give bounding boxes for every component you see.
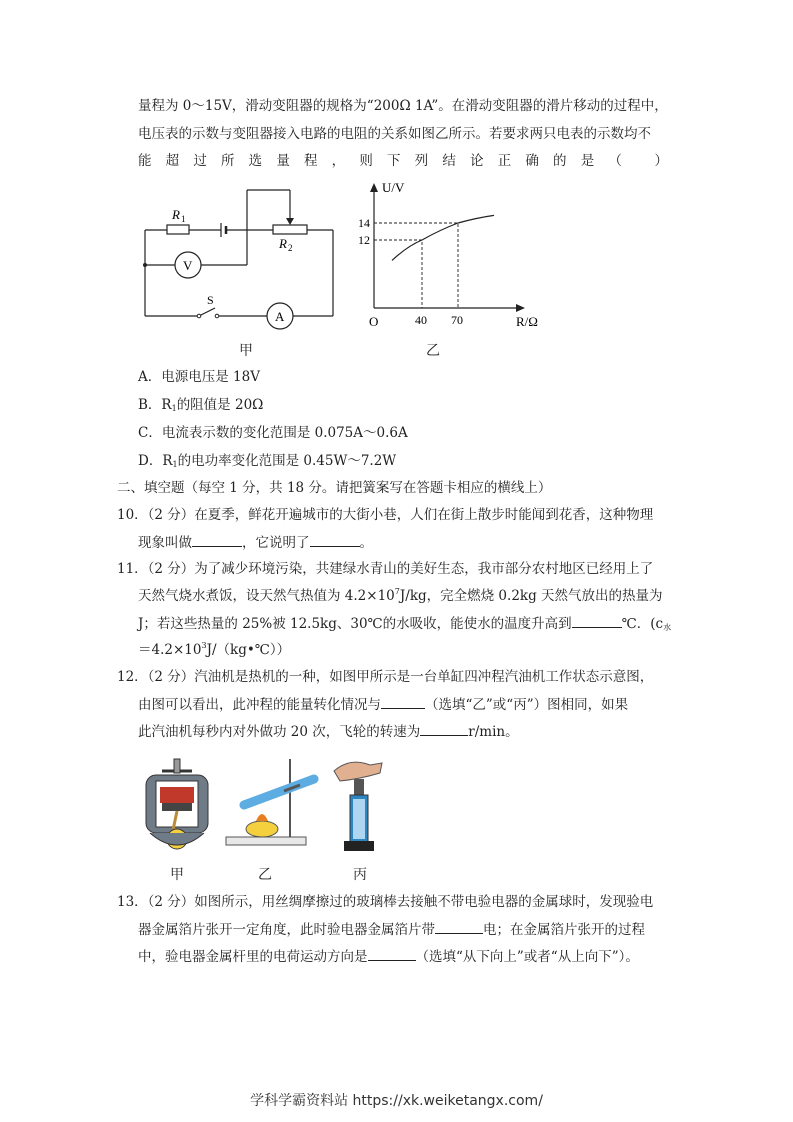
option-b-text: 的阻值是 20Ω bbox=[176, 397, 264, 413]
q13-text-b: 电；在金属箔片张开的过程 bbox=[483, 922, 645, 938]
q11-text-f: J/（kg•℃）） bbox=[206, 642, 291, 658]
q10-line1: 10．（2 分）在夏季，鲜花开遍城市的大街小巷，人们在街上散步时能闻到花香，这种物理 bbox=[117, 507, 654, 523]
option-d-text: 的电功率变化范围是 0.45W～7.2W bbox=[177, 453, 397, 469]
resistor-r2 bbox=[273, 225, 307, 234]
caption-piston: 丙 bbox=[353, 867, 367, 883]
q13-text-a: 器金属箔片张开一定角度，此时验电器金属箔片带 bbox=[138, 922, 435, 938]
q11-text-c: J；若这些热量的 25%被 12.5kg、30℃的水吸收，能使水的温度升高到 bbox=[138, 616, 572, 632]
q12-text-b: （选填“乙”或“丙”）图相同，如果 bbox=[425, 697, 629, 713]
r2-subscript: 2 bbox=[288, 243, 293, 253]
q13-line2 bbox=[138, 919, 645, 940]
resistor-r1 bbox=[167, 225, 189, 234]
q12-line2 bbox=[138, 694, 628, 715]
voltmeter-label: V bbox=[183, 258, 193, 273]
q13-line3 bbox=[138, 946, 639, 967]
graph-xtick-40: 40 bbox=[415, 313, 427, 327]
q9-line1: 量程为 0～15V，滑动变阻器的规格为“200Ω 1A”。在滑动变阻器的滑片移动的过程中， bbox=[138, 98, 668, 114]
graph-ytick-14: 14 bbox=[358, 216, 370, 230]
q11-sup-2: 3 bbox=[201, 641, 207, 650]
switch-label: S bbox=[207, 293, 214, 307]
test-tube-figure bbox=[222, 757, 322, 857]
section-heading: 二、填空题（每空 1 分，共 18 分。请把簧案写在答题卡相应的横线上） bbox=[117, 480, 552, 496]
q9-line2: 电压表的示数与变阻器接入电路的电阻的关系如图乙所示。若要求两只电表的示数均不 bbox=[138, 126, 651, 142]
q11-text-b: J/kg，完全燃烧 0.2kg 天然气放出的热量为 bbox=[399, 588, 663, 604]
q12-text-c: 此汽油机每秒内对外做功 20 次，飞轮的转速为 bbox=[138, 724, 421, 740]
q11-text-e: ＝4.2×10 bbox=[138, 642, 202, 658]
r2-label: R bbox=[279, 236, 287, 251]
graph-ylabel: U/V bbox=[382, 180, 405, 195]
caption-engine: 甲 bbox=[170, 867, 184, 883]
q11-line4 bbox=[138, 640, 290, 660]
piston-figure bbox=[330, 753, 390, 858]
q11-blank[interactable] bbox=[572, 613, 622, 628]
caption-circuit: 甲 bbox=[239, 343, 253, 359]
q10-blank-1[interactable] bbox=[192, 532, 242, 547]
q13-line1: 13．（2 分）如图所示，用丝绸摩擦过的玻璃棒去接触不带电验电器的金属球时，发现验电 bbox=[117, 894, 654, 910]
q13-text-c: 中，验电器金属杆里的电荷运动方向是 bbox=[138, 949, 368, 965]
q11-text-a: 天然气烧水煮饭，设天然气热值为 4.2×10 bbox=[138, 588, 395, 604]
graph-ytick-12: 12 bbox=[358, 233, 370, 247]
option-d-sub: 1 bbox=[172, 460, 178, 469]
graph-xtick-70: 70 bbox=[451, 313, 463, 327]
graph-curve bbox=[392, 215, 494, 260]
option-d-prefix: D．R bbox=[138, 453, 173, 469]
graph-origin: O bbox=[369, 314, 379, 329]
q12-blank-1[interactable] bbox=[381, 694, 425, 709]
q12-text-d: r/min。 bbox=[468, 724, 519, 740]
q10-text-b: ，它说明了 bbox=[242, 535, 310, 551]
r1-subscript: 1 bbox=[181, 214, 186, 224]
q12-line1: 12．（2 分）汽油机是热机的一种，如图甲所示是一台单缸四冲程汽油机工作状态示意图， bbox=[117, 669, 654, 685]
r1-label: R bbox=[172, 207, 180, 222]
q12-blank-2[interactable] bbox=[420, 721, 468, 736]
q13-blank-2[interactable] bbox=[368, 946, 416, 961]
q10-text-a: 现象叫做 bbox=[138, 535, 192, 551]
q11-line2 bbox=[138, 586, 663, 606]
ammeter-label: A bbox=[275, 309, 285, 324]
option-b-sub: 1 bbox=[171, 404, 177, 413]
q13-blank-1[interactable] bbox=[435, 919, 483, 934]
option-d bbox=[138, 451, 396, 471]
option-b-prefix: B．R bbox=[138, 397, 172, 413]
page-footer: 学科学霸资料站 https://xk.weiketangx.com/ bbox=[250, 1093, 543, 1109]
circuit-diagram bbox=[135, 180, 350, 340]
q11-text-d: ℃．(c bbox=[621, 616, 664, 632]
option-b bbox=[138, 395, 263, 415]
option-c: C．电流表示数的变化范围是 0.075A～0.6A bbox=[138, 425, 408, 441]
q11-sup-1: 7 bbox=[394, 587, 400, 596]
q11-sub-water: 水 bbox=[663, 623, 672, 632]
q12-text-a: 由图可以看出，此冲程的能量转化情况与 bbox=[138, 697, 381, 713]
caption-test-tube: 乙 bbox=[258, 867, 272, 883]
q10-text-c: 。 bbox=[359, 535, 373, 551]
q11-line1: 11．（2 分）为了减少环境污染，共建绿水青山的美好生态，我市部分农村地区已经用上了 bbox=[117, 561, 654, 577]
q10-blank-2[interactable] bbox=[310, 532, 360, 547]
q13-text-d: （选填“从下向上”或者“从上向下”）。 bbox=[415, 949, 639, 965]
q11-line3 bbox=[138, 613, 671, 634]
graph-guide-0 bbox=[374, 240, 422, 308]
u-r-graph bbox=[360, 178, 550, 333]
engine-figure bbox=[142, 757, 212, 857]
q10-line2 bbox=[138, 532, 373, 553]
caption-graph: 乙 bbox=[426, 343, 440, 359]
graph-xlabel: R/Ω bbox=[516, 314, 538, 329]
option-a: A．电源电压是 18V bbox=[138, 369, 260, 385]
graph-guide-1 bbox=[374, 223, 458, 308]
q12-line3 bbox=[138, 721, 519, 742]
q9-line3: 能超过所选量程，则下列结论正确的是（ ） bbox=[138, 153, 668, 169]
